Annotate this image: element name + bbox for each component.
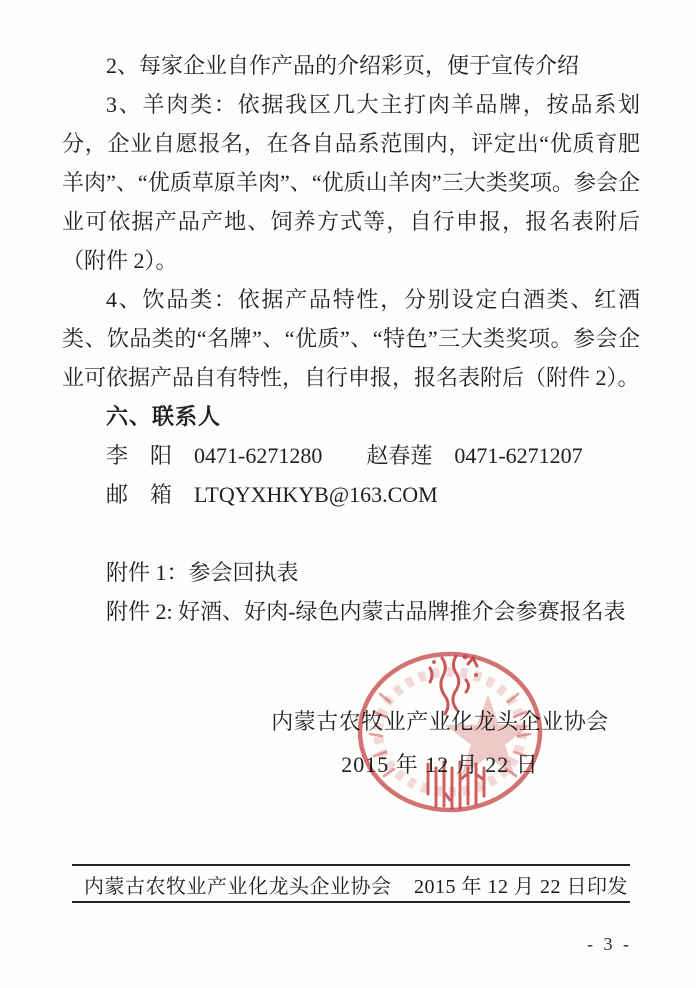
signature-block <box>249 706 631 781</box>
body-paragraph-3: 3、羊肉类：依据我区几大主打肉羊品牌，按品系划分，企业自愿报名，在各自品系范围内，评定出“优质育肥羊肉”、“优质草原羊肉”、“优质山羊肉”三大类奖项。参会企业可依据产品产地、饲养方式等，自行申报，报名表附后（附件 2）。 <box>62 92 640 273</box>
document-body <box>62 46 640 631</box>
footer-row <box>72 868 630 901</box>
signature-date: 2015 年 12 月 22 日 <box>341 752 539 777</box>
attachment-item-2: 附件 2: 好酒、好肉-绿色内蒙古品牌推介会参赛报名表 <box>106 599 626 624</box>
footer-bottom-rule <box>72 901 630 903</box>
footer-top-rule <box>72 864 630 866</box>
body-paragraph-2: 2、每家企业自作产品的介绍彩页，便于宣传介绍 <box>106 53 580 78</box>
contact-line: 李 阳 0471-6271280 赵春莲 0471-6271207 <box>106 443 583 468</box>
contacts-heading: 六、联系人 <box>106 404 222 429</box>
page-number: - 3 - <box>587 934 632 954</box>
email-line: 邮 箱 LTQYXHKYB@163.COM <box>106 482 438 507</box>
body-paragraph-4: 4、饮品类：依据产品特性，分别设定白酒类、红酒类、饮品类的“名牌”、“优质”、“特色”三大类奖项。参会企业可依据产品自有特性，自行申报，报名表附后（附件 2）。 <box>62 287 640 390</box>
footer-print-date: 2015 年 12 月 22 日印发 <box>414 876 628 898</box>
signature-organization: 内蒙古农牧业产业化龙头企业协会 <box>271 709 609 734</box>
attachment-item-1: 附件 1：参会回执表 <box>106 560 299 585</box>
footer-issuer: 内蒙古农牧业产业化龙头企业协会 <box>84 876 392 898</box>
blank-line <box>62 514 640 553</box>
